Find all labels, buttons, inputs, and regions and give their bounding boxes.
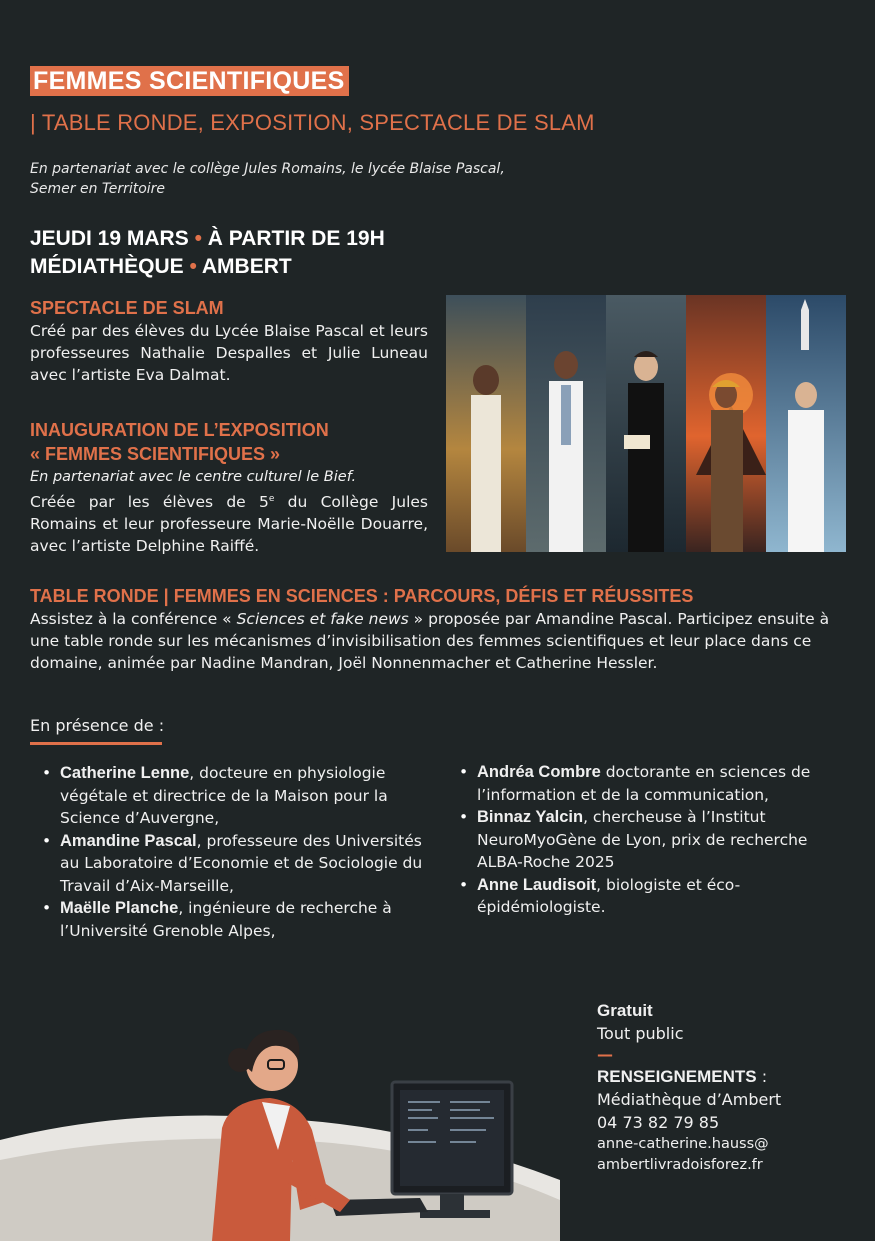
expo-heading-1: INAUGURATION DE L’EXPOSITION [30, 420, 329, 440]
subtitle: | TABLE RONDE, EXPOSITION, SPECTACLE DE SLAM [30, 110, 595, 135]
list-item: • Binnaz Yalcin, chercheuse à l’Institut NeuroMyoGène de Lyon, prix de recherche ALBA-Roche 2025 [447, 806, 847, 874]
price: Gratuit [597, 1001, 653, 1020]
footer-illustration [0, 1010, 560, 1241]
title-block [30, 66, 595, 136]
partners-line-2: Semer en Territoire [30, 181, 166, 197]
info-block [597, 999, 857, 1176]
hero-illustration [446, 295, 846, 552]
guest-list-left [30, 762, 440, 942]
list-item: • Catherine Lenne, docteure en physiologie végétale et directrice de la Maison pour la Science d’Auvergne, [30, 762, 440, 830]
slam-text: Créé par des élèves du Lycée Blaise Pascal et leurs professeures Nathalie Despalles et Julie Luneau avec l’artiste Eva Dalmat. [30, 322, 428, 384]
contact-email-2: ambertlivradoisforez.fr [597, 1157, 763, 1173]
separator-dot: • [194, 227, 202, 250]
audience: Tout public [597, 1024, 684, 1043]
contact-heading: RENSEIGNEMENTS : [597, 1067, 768, 1086]
slam-heading: SPECTACLE DE SLAM [30, 298, 224, 318]
round-table-text: Assistez à la conférence « Sciences et fake news » proposée par Amandine Pascal. Participez ensuite à une table ronde sur les mécanismes d’invisibilisation des femmes scientifiques et leur place dans ce domaine, animée par Nadine Mandran, Joël Nonnenmacher et Catherine Hessler. [30, 610, 830, 672]
contact-email-1: anne-catherine.hauss@ [597, 1136, 769, 1152]
slam-section [30, 296, 428, 386]
contact-place: Médiathèque d’Ambert [597, 1090, 782, 1109]
partners-note [30, 159, 590, 199]
round-table-section [30, 584, 830, 674]
event-info [30, 225, 385, 281]
list-item: • Andréa Combre doctorante en sciences de l’information et de la communication, [447, 761, 847, 806]
dash-divider: — [597, 1045, 613, 1064]
partners-line-1: En partenariat avec le collège Jules Romains, le lycée Blaise Pascal, [30, 161, 505, 177]
round-table-heading: TABLE RONDE | FEMMES EN SCIENCES : PARCOURS, DÉFIS ET RÉUSSITES [30, 586, 694, 606]
list-item: • Maëlle Planche, ingénieure de recherche à l’Université Grenoble Alpes, [30, 897, 440, 942]
expo-heading-2: « FEMMES SCIENTIFIQUES » [30, 444, 281, 464]
event-time: À PARTIR DE 19H [207, 227, 385, 250]
event-city: AMBERT [201, 255, 292, 278]
presence-underline [30, 742, 162, 745]
expo-text: Créée par les élèves de 5e du Collège Jules Romains et leur professeure Marie-Noëlle Douarre, avec l’artiste Delphine Raiffé. [30, 493, 428, 556]
main-title: FEMMES SCIENTIFIQUES [30, 66, 349, 96]
event-date: JEUDI 19 MARS [30, 227, 189, 250]
contact-phone: 04 73 82 79 85 [597, 1113, 720, 1132]
expo-partner: En partenariat avec le centre culturel le Bief. [30, 469, 357, 485]
expo-section [30, 418, 428, 557]
list-item: • Anne Laudisoit, biologiste et éco-épidémiologiste. [447, 874, 847, 919]
presence-label: En présence de : [30, 716, 165, 735]
event-venue: MÉDIATHÈQUE [30, 255, 184, 278]
list-item: • Amandine Pascal, professeure des Universités au Laboratoire d’Economie et de Sociologie du Travail d’Aix-Marseille, [30, 830, 440, 898]
separator-dot: • [189, 255, 197, 278]
guest-list-right [447, 761, 847, 919]
